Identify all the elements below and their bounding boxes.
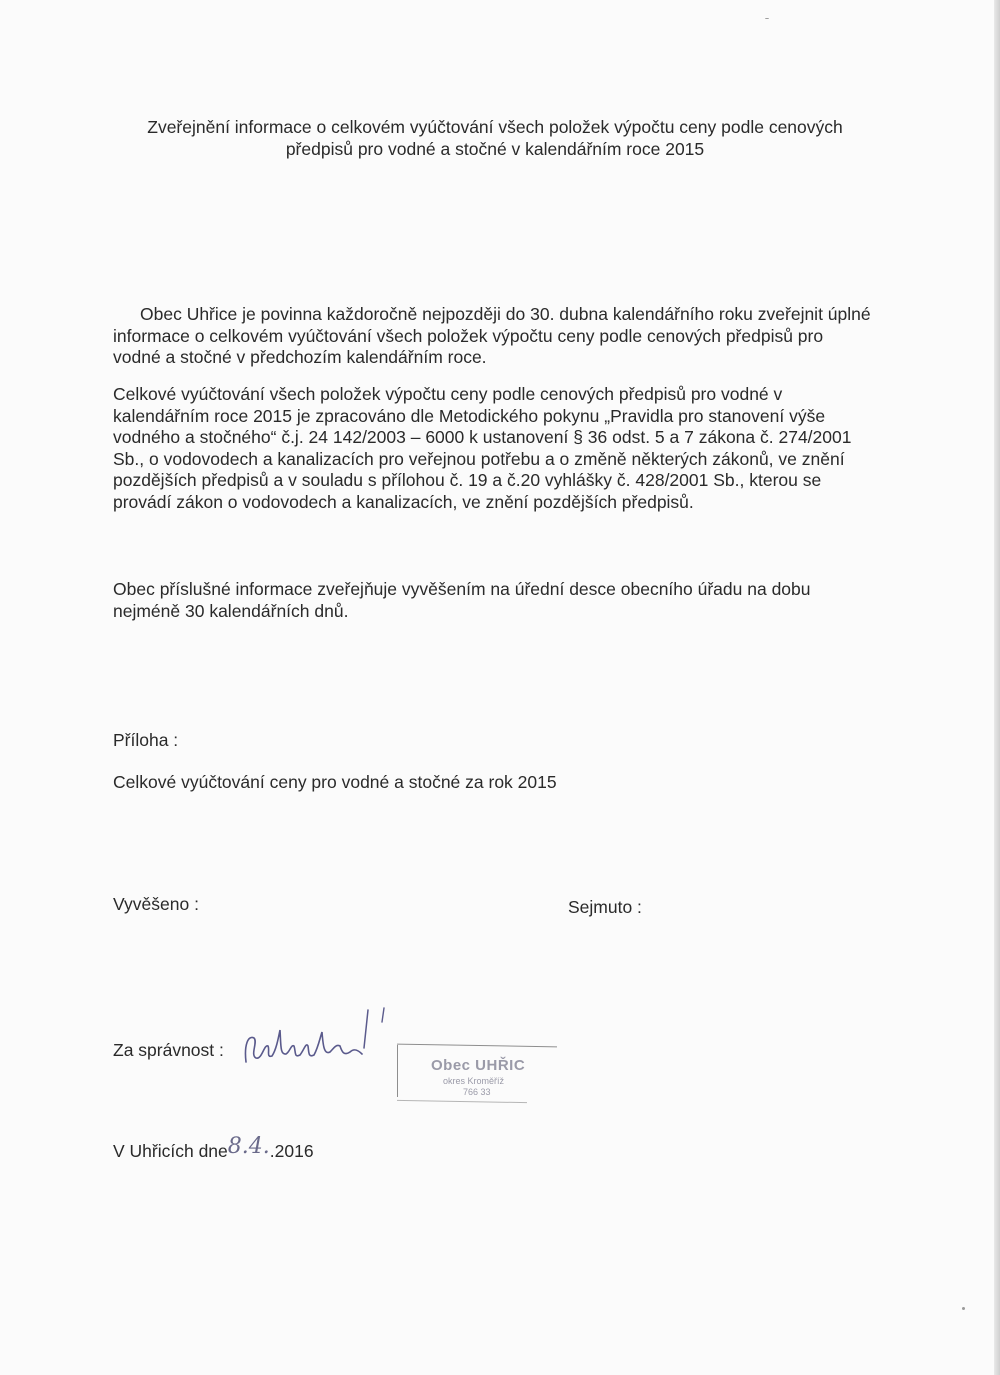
paragraph-methodology: Celkové vyúčtování všech položek výpočtu ceny podle cenových předpisů pro vodné v kalendářním roce 2015 je zpracováno dle Metodického pokynu „Pravidla pro stanovení výše vodného a stočného“ č.j. 24 142/2003 – 6000 k ustanovení § 36 odst. 5 a 7 zákona č. 274/2001 Sb., o vodovodech a kanalizacích pro veřejnou potřebu a o změně některých zákonů, ve znění pozdějších předpisů a v souladu s přílohou č. 19 a č.20 vyhlášky č. 428/2001 Sb., kterou se provádí zákon o vodovodech a kanalizacích, ve znění pozdějších předpisů. bbox=[113, 384, 852, 512]
stamp-line-3: 766 33 bbox=[463, 1087, 491, 1097]
scan-edge bbox=[994, 0, 1000, 1375]
approval-label: Za správnost : bbox=[113, 1040, 224, 1060]
date-prefix: V Uhřicích dne bbox=[113, 1141, 228, 1161]
date-month-handwritten: 4. bbox=[248, 1134, 270, 1159]
title-line-2: předpisů pro vodné a stočné v kalendářním roce 2015 bbox=[285, 139, 705, 159]
scan-speck bbox=[765, 18, 769, 19]
attachment-label: Příloha : bbox=[113, 730, 179, 750]
scan-speck bbox=[962, 1307, 965, 1310]
date-line bbox=[113, 1134, 314, 1162]
stamp-line-2: okres Kroměříž bbox=[443, 1076, 505, 1086]
paragraph-publication: Obec příslušné informace zveřejňuje vyvěšením na úřední desce obecního úřadu na dobu nejméně 30 kalendářních dnů. bbox=[113, 579, 811, 621]
removed-label: Sejmuto : bbox=[568, 897, 642, 917]
attachment-item: Celkové vyúčtování ceny pro vodné a stočné za rok 2015 bbox=[113, 772, 557, 792]
handwritten-signature bbox=[236, 1000, 396, 1075]
official-stamp bbox=[397, 1045, 557, 1103]
posted-label: Vyvěšeno : bbox=[113, 894, 199, 914]
stamp-line-1: Obec UHŘIC bbox=[431, 1057, 526, 1074]
document-title bbox=[100, 116, 890, 160]
date-day-handwritten: 8. bbox=[227, 1134, 249, 1159]
paragraph-obligation: Obec Uhřice je povinna každoročně nejpozději do 30. dubna kalendářního roku zveřejnit úplné informace o celkovém vyúčtování všech položek výpočtu ceny podle cenových předpisů pro vodné a stočné v předchozím kalendářním roce. bbox=[113, 304, 871, 367]
date-year: .2016 bbox=[269, 1141, 314, 1161]
title-line-1: Zveřejnění informace o celkovém vyúčtování všech položek výpočtu ceny podle cenových bbox=[147, 117, 843, 137]
